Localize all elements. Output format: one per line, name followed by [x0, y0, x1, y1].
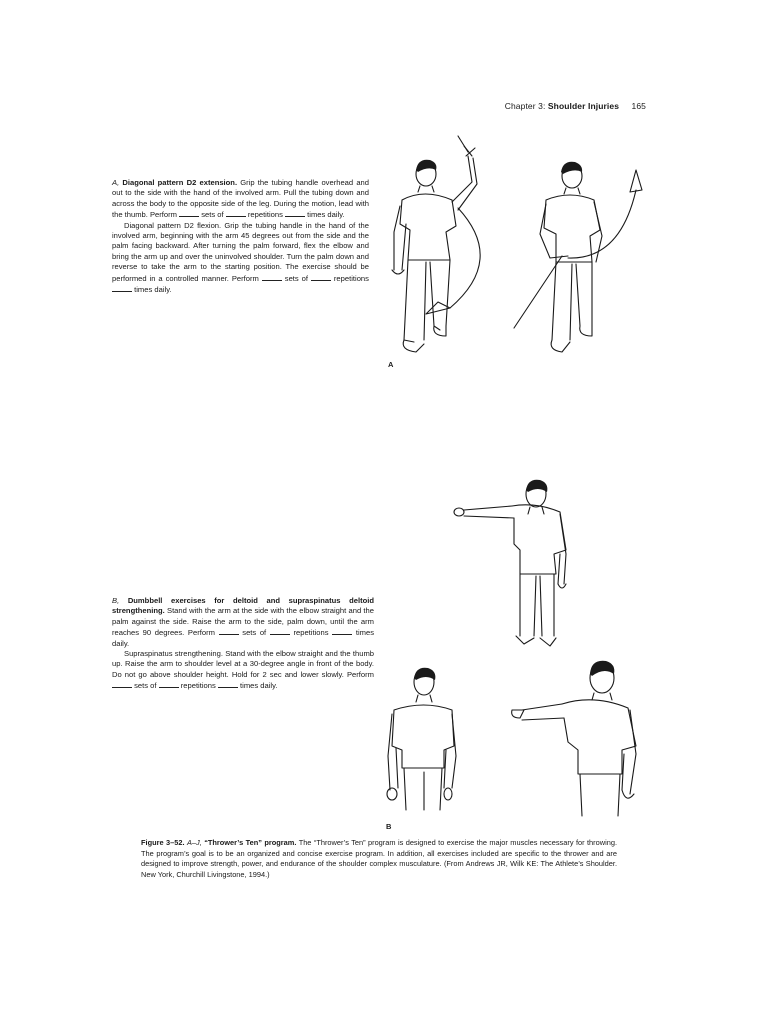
chapter-title: Shoulder Injuries [547, 101, 620, 111]
section-b-paragraph-2 [112, 649, 374, 692]
repetitions-label: repetitions [180, 681, 216, 691]
figure-a-label: A [388, 360, 394, 369]
figure-number: Figure 3–52. [141, 838, 185, 847]
figure-range: A–J, [186, 838, 202, 847]
repetitions-label: repetitions [333, 273, 369, 283]
sets-of-label: sets of [284, 273, 308, 283]
times-daily-label: times daily. [240, 681, 278, 691]
page-number: 165 [631, 101, 646, 111]
repetitions-label: repetitions [293, 628, 329, 638]
blank-line [112, 284, 132, 292]
section-b-title: Dumbbell exercises for deltoid and supraspinatus deltoid strengthening. [112, 596, 374, 616]
times-daily-label: times daily. [307, 210, 345, 220]
blank-line [262, 273, 282, 281]
times-daily-label: times daily. [134, 285, 172, 295]
figure-title: “Thrower’s Ten” program. [204, 838, 297, 847]
blank-line [219, 627, 239, 635]
blank-line [218, 680, 238, 688]
blank-line [159, 680, 179, 688]
sets-of-label: sets of [242, 628, 267, 638]
section-a-text [112, 178, 369, 295]
section-a-letter: A, [112, 178, 120, 187]
blank-line [332, 627, 352, 635]
section-b-letter: B, [112, 596, 120, 605]
times-daily-label: times daily. [112, 628, 374, 648]
blank-line [226, 209, 246, 217]
figure-b-man-lateral-raise [450, 474, 580, 654]
section-b-text [112, 596, 374, 692]
figure-a-man-extension [392, 136, 480, 352]
section-a-paragraph-1 [112, 178, 369, 221]
section-b-paragraph-1 [112, 596, 374, 649]
sets-of-label: sets of [201, 210, 224, 220]
chapter-number: Chapter 3: [504, 101, 546, 111]
figure-a-illustration [380, 130, 660, 360]
running-header [505, 101, 646, 111]
repetitions-label: repetitions [247, 210, 283, 220]
blank-line [285, 209, 305, 217]
section-b-p1-text: Stand with the arm at the side with the elbow straight and the palm against the side. Raise the arm to the side, palm down, until the arm reaches 90 degrees. Perform [112, 606, 374, 638]
figure-caption-body: The “Thrower’s Ten” program is designed to exercise the major muscles necessary for throwing. The program’s goal is to be an organized and concise exercise program. In addition, all exercises included are specific to the thrower and are designed to improve strength, power, and endurance of the shoulder complex musculature. (From Andrews JR, Wilk KE: The Athlete’s Shoulder. New York, Churchill Livingstone, 1994.) [141, 838, 617, 879]
blank-line [311, 273, 331, 281]
sets-of-label: sets of [134, 681, 157, 691]
figure-b-label: B [386, 822, 392, 831]
figure-a-man-flexion [514, 162, 642, 352]
figure-caption [141, 838, 617, 880]
section-a-p2-text: Diagonal pattern D2 flexion. Grip the tubing handle in the hand of the involved arm, beginning with the arm 45 degrees out from the side and the palm facing backward. After turning the palm forward, flex the elbow and bring the arm up and over the uninvolved shoulder. Turn the palm down and reverse to take the arm to the starting position. The exercise should be performed in a controlled manner. Perform [112, 220, 369, 283]
section-a-paragraph-2 [112, 221, 369, 296]
section-a-title: Diagonal pattern D2 extension. [122, 178, 238, 187]
blank-line [112, 680, 132, 688]
section-b-p2-text: Supraspinatus strengthening. Stand with the elbow straight and the thumb up. Raise the arm to shoulder level at a 30-degree angle in front of the body. Do not go above shoulder height. Hold for 2 sec and lower slowly. Perform [112, 649, 374, 679]
blank-line [270, 627, 290, 635]
figure-b-man-standing [380, 660, 470, 810]
section-a-p1-text: Grip the tubing handle overhead and out to the side with the hand of the involved arm. Pull the tubing down and across the body to the opposite side of the leg. During the motion, lead with the thumb. Perform [112, 178, 369, 220]
blank-line [179, 209, 199, 217]
figure-b-man-scaption [498, 650, 648, 816]
